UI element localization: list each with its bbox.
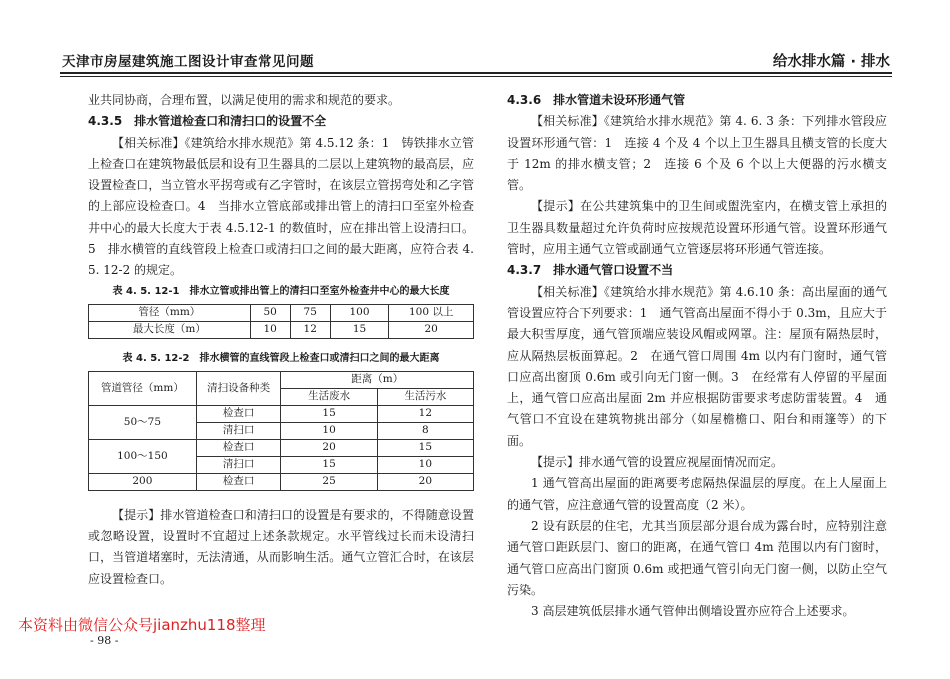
paragraph: 1 通气管高出屋面的距离要考虑隔热保温层的厚度。在上人屋面上的通气管，应注意通气管的设置高度（2 米）。: [507, 476, 887, 512]
table-caption: 表 4. 5. 12-2 排水横管的直线管段上检查口或清扫口之间的最大距离: [122, 352, 440, 364]
table-header-cell: 生活废水: [281, 388, 377, 405]
table-row: [89, 439, 474, 456]
table-cell: 管径（mm）: [89, 304, 251, 321]
table-header-cell: 清扫设备种类: [196, 371, 281, 405]
table-cell: 检查口: [196, 405, 281, 422]
paragraph: 3 高层建筑低层排水通气管伸出侧墙设置亦应符合上述要求。: [531, 604, 855, 619]
table-row: [89, 321, 474, 338]
table-header-cell: 距离（m）: [281, 371, 474, 388]
table-cell: 20: [281, 439, 377, 456]
table-cell: 20: [389, 321, 474, 338]
table-cell: 15: [377, 439, 473, 456]
section-heading-4-3-5: 4.3.5 排水管道检查口和清扫口的设置不全: [88, 114, 327, 129]
table-cell: 清扫口: [196, 422, 281, 439]
table-cell: 清扫口: [196, 456, 281, 473]
section-heading-4-3-7: 4.3.7 排水通气管口设置不当: [507, 263, 674, 278]
page-number: - 98 -: [90, 634, 119, 647]
paragraph: 【相关标准】《建筑给水排水规范》第 4.5.12 条：1 铸铁排水立管上检查口在建筑物最低层和设有卫生器具的二层以上建筑物的最高层，应设置检查口，当立管水平拐弯或有乙字管时，在该层立管拐弯处和乙字管的上部应设检查口。4 当排水立管底部或排出管上的清扫口至室外检查井中心的最大长度大于表 4.5.12-1 的数值时，应在排出管上设清扫口。5 排水横管的直线管段上检查口或清扫口之间的最大距离，应符合表 4. 5. 12-2 的规定。: [88, 135, 474, 278]
table-row: [89, 304, 474, 321]
table-cell: 20: [377, 473, 473, 490]
table-row: [89, 473, 474, 490]
table-header-cell: 生活污水: [377, 388, 473, 405]
watermark-text: 本资料由微信公众号jianzhu118整理: [18, 616, 266, 634]
table-cell: 15: [281, 405, 377, 422]
table-cell: 100～150: [89, 439, 197, 473]
table-cell: 200: [89, 473, 197, 490]
table-row: [89, 371, 474, 388]
table-cell: 检查口: [196, 473, 281, 490]
table-cell: 25: [281, 473, 377, 490]
table-cell: 100: [330, 304, 389, 321]
table-cell: 15: [281, 456, 377, 473]
right-column: [507, 90, 887, 622]
table-cell: 50～75: [89, 405, 197, 439]
table-cell: 15: [330, 321, 389, 338]
header-rule-thin: [60, 76, 892, 77]
table-row: [89, 405, 474, 422]
table-4-5-12-2: [88, 371, 474, 491]
paragraph: 【提示】在公共建筑集中的卫生间或盥洗室内，在横支管上承担的卫生器具数量超过允许负荷时应按规范设置环形通气管。设置环形通气管时，应用主通气立管或副通气立管逐层将环形通气管连接。: [507, 199, 887, 257]
table-cell: 12: [290, 321, 330, 338]
table-cell: 50: [250, 304, 290, 321]
table-cell: 检查口: [196, 439, 281, 456]
table-header-cell: 管道管径（mm）: [89, 371, 197, 405]
table-cell: 最大长度（m）: [89, 321, 251, 338]
table-caption: 表 4. 5. 12-1 排水立管或排出管上的清扫口至室外检查井中心的最大长度: [112, 285, 450, 297]
running-header-section: 给水排水篇 · 排水: [772, 54, 890, 70]
paragraph: 【提示】排水通气管的设置应视屋面情况而定。: [531, 455, 784, 470]
paragraph: 业共同协商，合理布置，以满足使用的需求和规范的要求。: [88, 93, 401, 107]
paragraph: 【提示】排水管道检查口和清扫口的设置是有要求的，不得随意设置或忽略设置，设置时不宜超过上述条款规定。水平管线过长而未设清扫口，当管道堵塞时，无法清通，从而影响生活。通气立管汇合时，在该层应设置检查口。: [88, 507, 474, 586]
section-heading-4-3-6: 4.3.6 排水管道未设环形通气管: [507, 93, 686, 107]
table-cell: 75: [290, 304, 330, 321]
table-4-5-12-1: [88, 304, 474, 339]
running-header-title: 天津市房屋建筑施工图设计审查常见问题: [62, 54, 314, 70]
table-cell: 8: [377, 422, 473, 439]
table-cell: 10: [281, 422, 377, 439]
left-column: [88, 90, 474, 590]
paragraph: 【相关标准】《建筑给水排水规范》第 4.6.10 条：高出屋面的通气管设置应符合下列要求：1 通气管高出屋面不得小于 0.3m，且应大于最大积雪厚度，通气管顶端应装设风帽或网罩。注：屋顶有隔热层时，应从隔热层板面算起。2 在通气管口周围 4m 以内有门窗时，通气管口应高出窗顶 0.6m 或引向无门窗一侧。3 在经常有人停留的平屋面上，通气管口应高出屋面 2m 并应根据防雷要求考虑防雷装置。4 通气管口不宜设在建筑物挑出部分（如屋檐檐口、阳台和雨篷等）的下面。: [507, 284, 887, 448]
paragraph: 【相关标准】《建筑给水排水规范》第 4. 6. 3 条：下列排水管段应设置环形通气管：1 连接 4 个及 4 个以上卫生器具且横支管的长度大于 12m 的排水横支管；2 连接 6 个及 6 个以上大便器的污水横支管。: [507, 114, 887, 193]
table-cell: 10: [377, 456, 473, 473]
paragraph: 2 设有跃层的住宅，尤其当顶层部分退台成为露台时，应特别注意通气管口距跃层门、窗口的距离，在通气管口 4m 范围以内有门窗时，通气管口应高出门窗顶 0.6m 或把通气管引向无门窗一侧，以防止空气污染。: [507, 518, 887, 597]
table-cell: 100 以上: [389, 304, 474, 321]
table-cell: 10: [250, 321, 290, 338]
table-cell: 12: [377, 405, 473, 422]
header-rule: [60, 72, 892, 74]
